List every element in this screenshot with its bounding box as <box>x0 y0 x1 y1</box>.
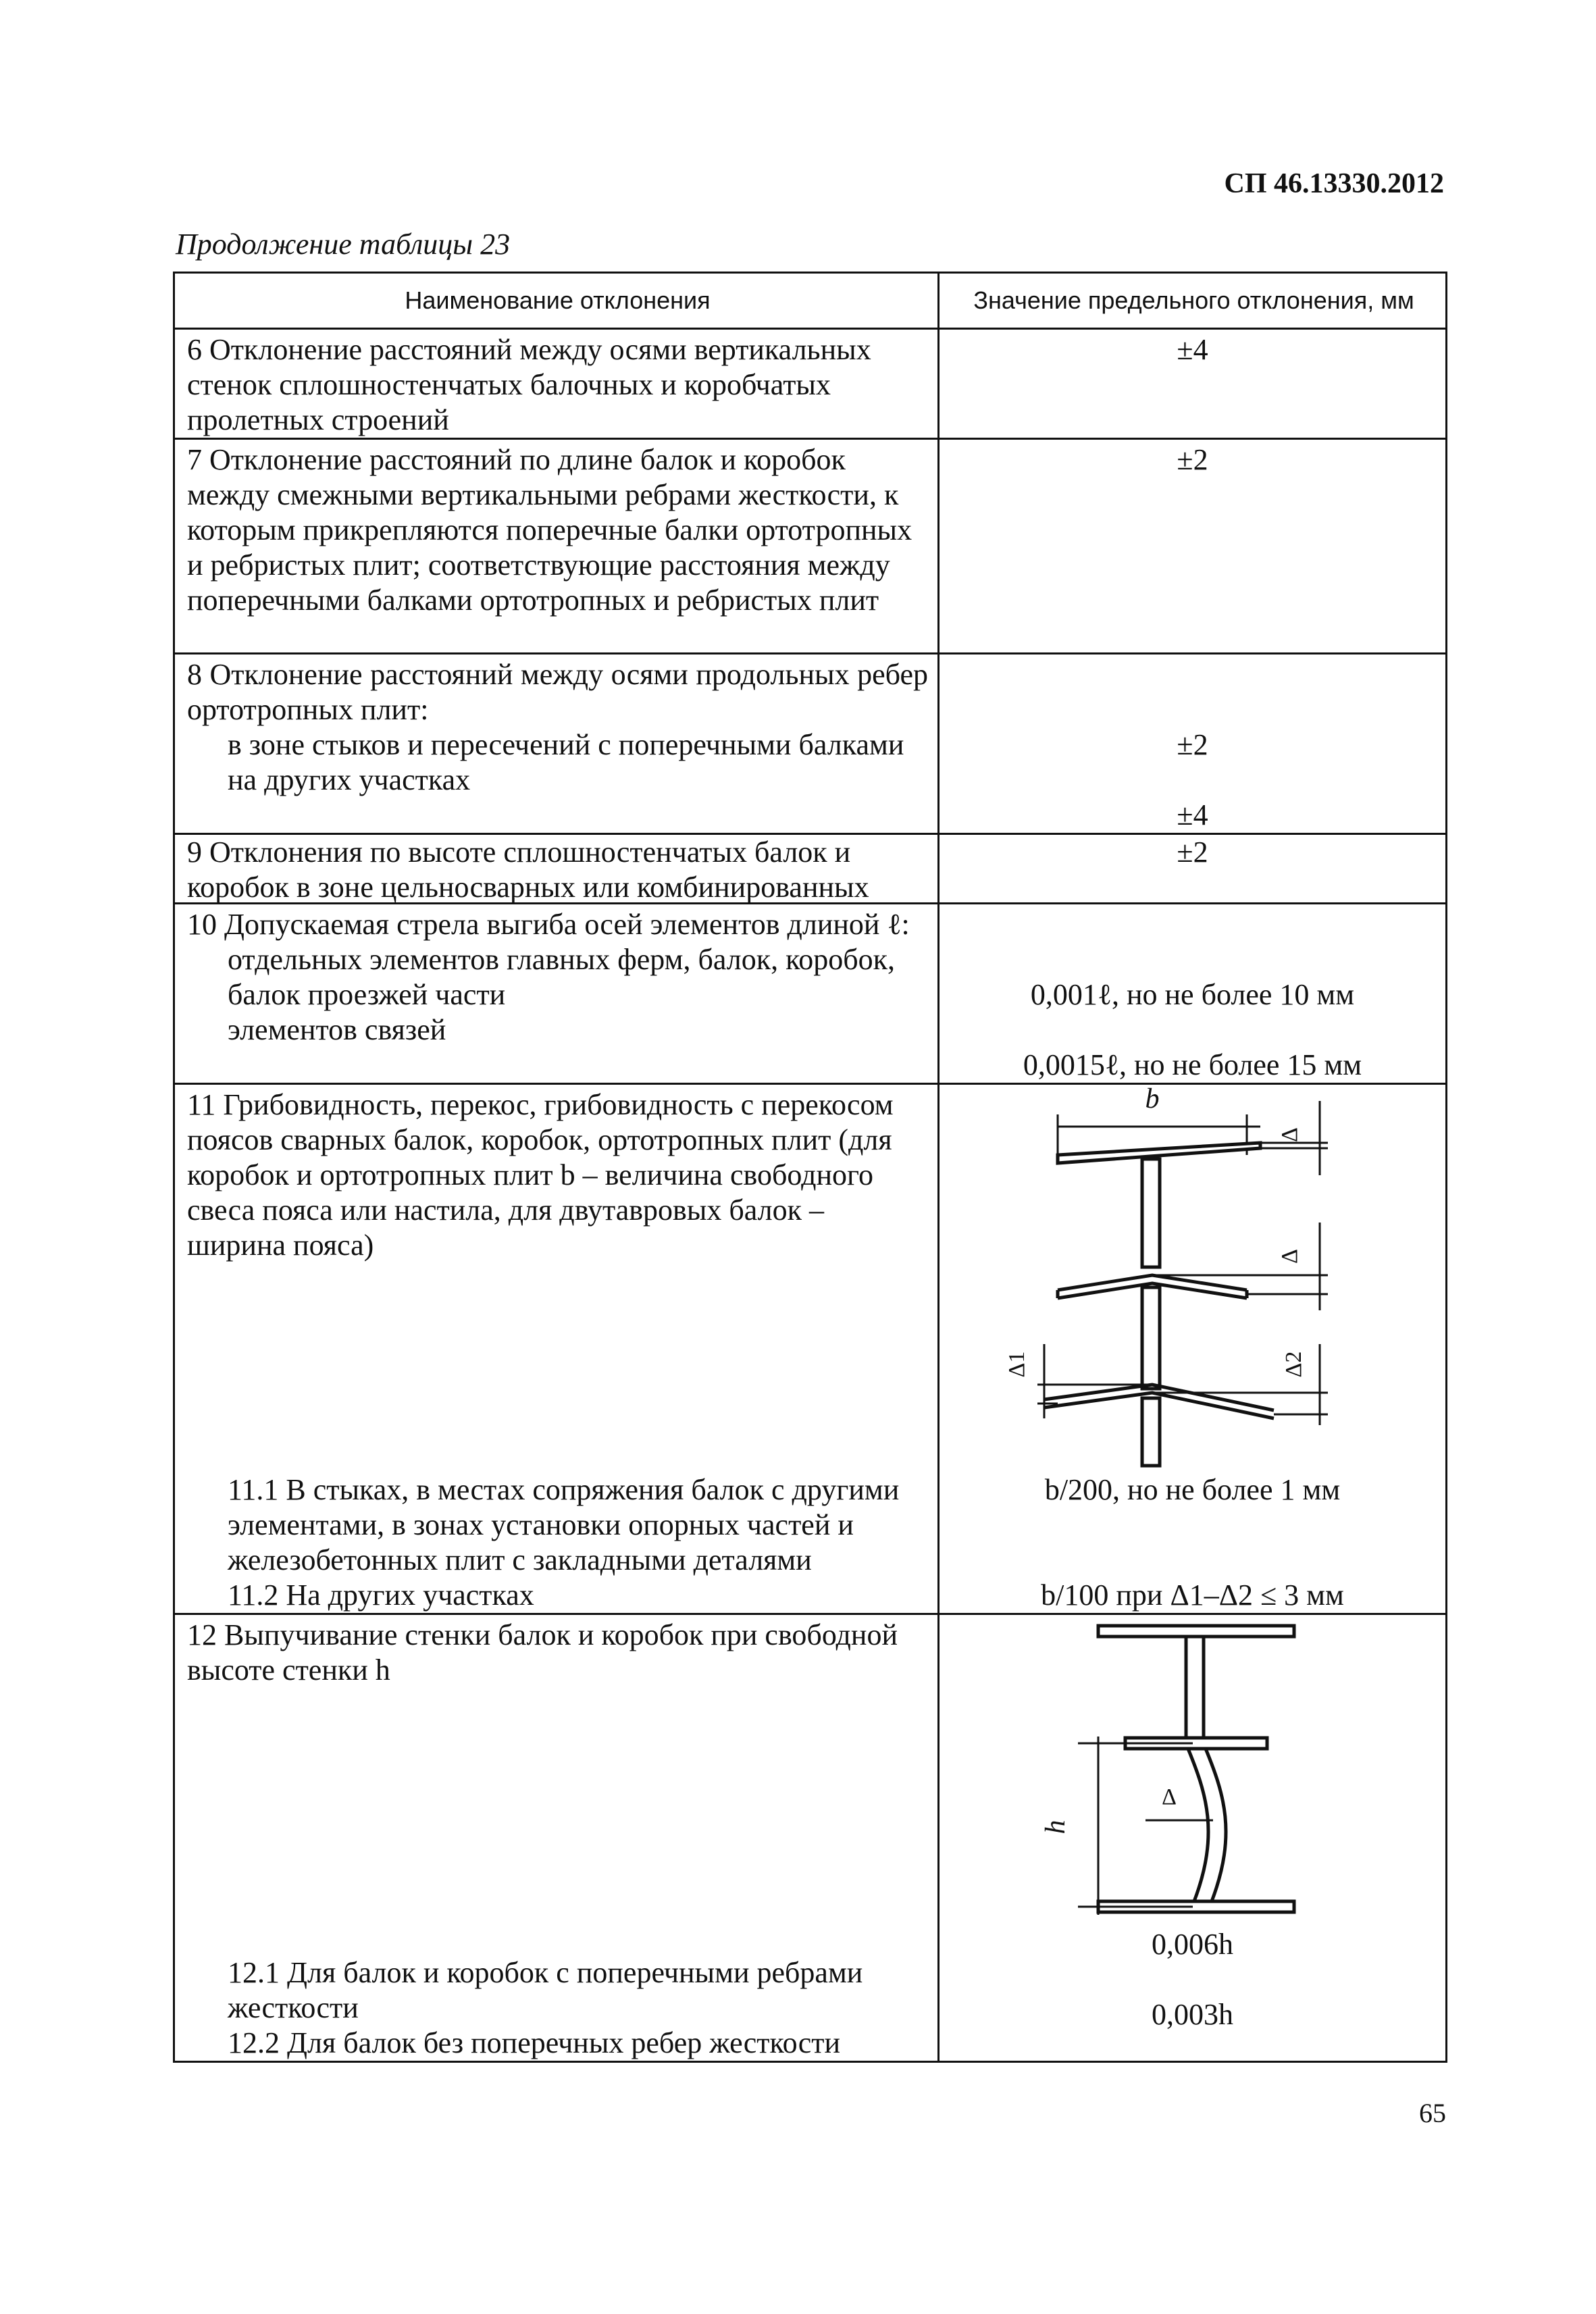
fig11-label-delta-top: Δ <box>1277 1127 1302 1142</box>
row8-name: 8 Отклонение расстояний между осями продольных ребер ортотропных плит: <box>187 658 928 726</box>
row6-name: 6 Отклонение расстояний между осями вертикальных стенок сплошностенчатых балочных и коробчатых пролетных строений <box>174 329 939 439</box>
row8-sub1: в зоне стыков и пересечений с поперечными балками <box>228 728 904 761</box>
table-row <box>174 439 1447 654</box>
table-row <box>174 1614 1447 2062</box>
row11-sub2-value: b/100 при Δ1–Δ2 ≤ 3 мм <box>1041 1578 1344 1612</box>
row12-name: 12 Выпучивание стенки балок и коробок при свободной высоте стенки h <box>187 1618 898 1687</box>
row8-cell <box>174 654 939 834</box>
fig11-label-delta1: Δ1 <box>1004 1351 1029 1378</box>
row10-sub2: элементов связей <box>228 1013 446 1046</box>
fig11-label-b: b <box>1145 1083 1159 1114</box>
table-row <box>174 1084 1447 1614</box>
row12-values <box>939 1614 1447 2062</box>
row10-sub2-value: 0,0015ℓ, но не более 15 мм <box>1023 1048 1362 1081</box>
fig12-label-delta: Δ <box>1161 1784 1177 1809</box>
row8-sub2-value: ±4 <box>1177 798 1208 831</box>
row11-sub1-value: b/200, но не более 1 мм <box>1044 1473 1341 1506</box>
row12-sub1: 12.1 Для балок и коробок с поперечными ребрами жесткости <box>228 1956 863 2024</box>
row7-name: 7 Отклонение расстояний по длине балок и коробок между смежными вертикальными ребрами жесткости, к которым прикрепляются поперечные балки ортотропных и ребристых плит; соответствующие расстояния между поперечными балками ортотропных и ребристых плит <box>174 439 939 654</box>
table-row <box>174 904 1447 1084</box>
row12-sub1-value: 0,006h <box>1152 1928 1233 1961</box>
deviation-table <box>173 272 1447 2063</box>
table-caption: Продолжение таблицы 23 <box>176 228 511 261</box>
header-name: Наименование отклонения <box>174 273 939 329</box>
row11-sub1: 11.1 В стыках, в местах сопряжения балок с другими элементами, в зонах установки опорных частей и железобетонных плит с закладными деталями <box>228 1473 900 1576</box>
row12-sub2-value: 0,003h <box>1152 1998 1233 2031</box>
row6-value: ±4 <box>939 329 1447 439</box>
table-row <box>174 329 1447 439</box>
row10-sub1: отдельных элементов главных ферм, балок, коробок, балок проезжей части <box>228 943 895 1011</box>
row10-cell <box>174 904 939 1084</box>
row11-name: 11 Грибовидность, перекос, грибовидность с перекосом поясов сварных балок, коробок, ортотропных плит (для коробок и ортотропных плит b – величина свободного свеса пояса или настила, для двутавровых балок – ширина пояса) <box>187 1088 894 1262</box>
flange-distortion-figure <box>1004 1083 1368 1466</box>
document-code: СП 46.13330.2012 <box>1224 168 1444 199</box>
row8-sub1-value: ±2 <box>1177 728 1208 761</box>
row11-sub2: 11.2 На других участках <box>228 1578 534 1612</box>
row9-text: 9 Отклонения по высоте сплошностенчатых балок и коробок в зоне цельносварных или комбинированных <box>187 835 869 904</box>
page-number: 65 <box>1419 2098 1446 2128</box>
row10-values <box>939 904 1447 1084</box>
fig11-label-delta2: Δ2 <box>1281 1351 1306 1378</box>
fig12-label-h: h <box>1039 1820 1071 1834</box>
header-value: Значение предельного отклонения, мм <box>939 273 1447 329</box>
row12-cell <box>174 1614 939 2062</box>
fig11-label-delta-mid: Δ <box>1277 1249 1302 1264</box>
web-buckling-figure <box>1039 1618 1335 1922</box>
row10-name: 10 Допускаемая стрела выгиба осей элементов длиной ℓ: <box>187 908 910 941</box>
row11-values <box>939 1084 1447 1614</box>
row8-sub2: на других участках <box>228 763 471 796</box>
row7-value: ±2 <box>939 439 1447 654</box>
row8-values <box>939 654 1447 834</box>
row9-name <box>174 834 939 904</box>
row10-sub1-value: 0,001ℓ, но не более 10 мм <box>1030 978 1355 1011</box>
table-row <box>174 834 1447 904</box>
row11-cell <box>174 1084 939 1614</box>
table-row <box>174 654 1447 834</box>
row9-value: ±2 <box>939 834 1447 904</box>
row12-sub2: 12.2 Для балок без поперечных ребер жесткости <box>228 2026 841 2059</box>
table-header-row <box>174 273 1447 329</box>
